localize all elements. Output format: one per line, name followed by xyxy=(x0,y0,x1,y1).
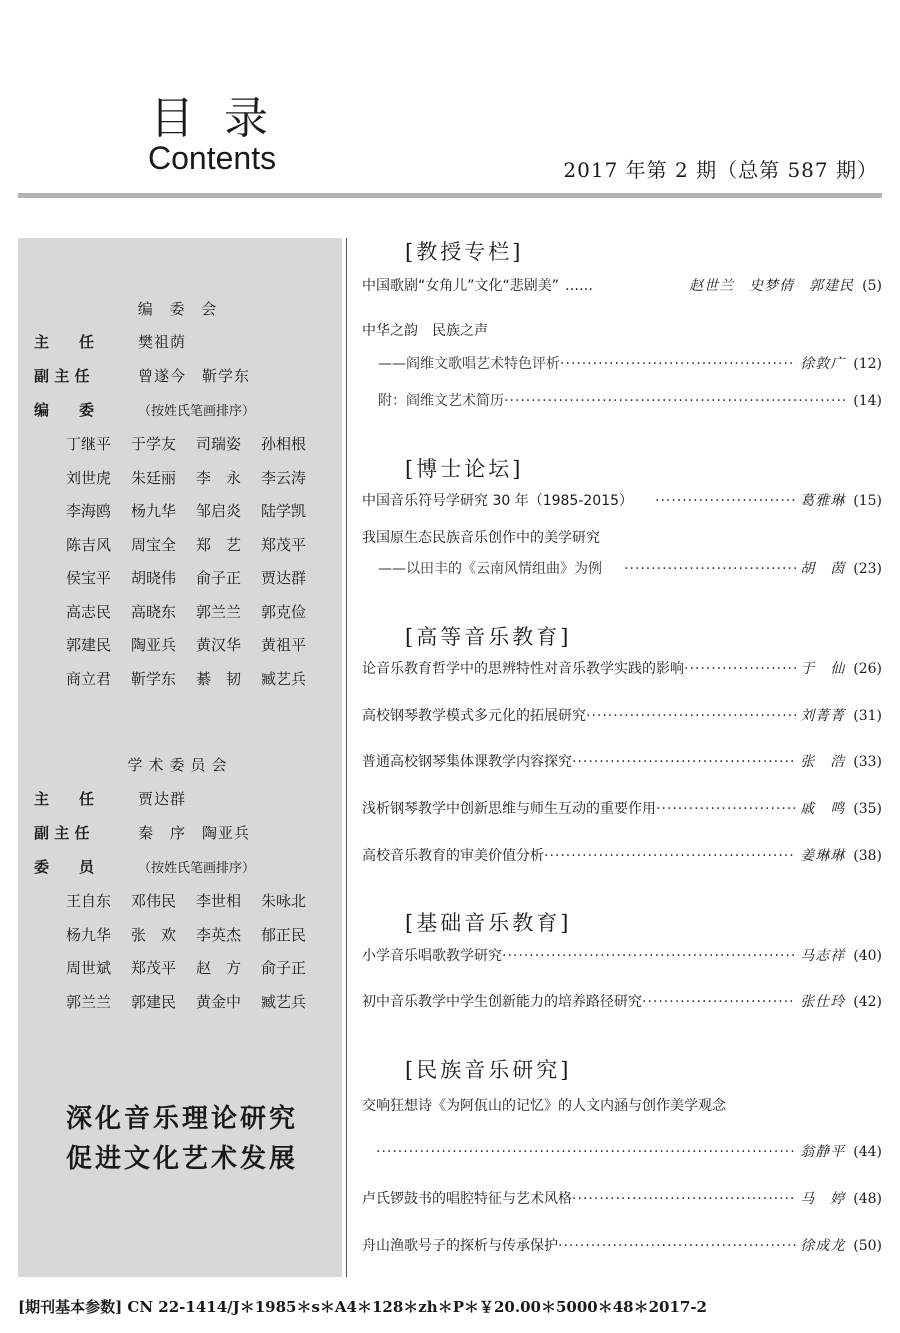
leader-dots xyxy=(572,1191,796,1207)
entry-title: 高校钢琴教学模式多元化的拓展研究 xyxy=(362,708,586,724)
member-name: 李英杰 xyxy=(196,925,242,944)
toc-entry[interactable] xyxy=(362,1235,882,1255)
leader-dots xyxy=(656,801,796,817)
entry-author: 张仕玲 xyxy=(800,994,846,1010)
leader-dots xyxy=(504,393,845,409)
member-name: 商立君 xyxy=(66,669,112,688)
member-name: 郑 艺 xyxy=(196,535,242,554)
member-row xyxy=(66,601,326,635)
member-name: 郭建民 xyxy=(131,992,177,1011)
toc-entry[interactable] xyxy=(362,945,882,965)
toc-entry[interactable] xyxy=(362,1095,882,1115)
member-name: 郑茂平 xyxy=(131,959,177,977)
member-name: 臧艺兵 xyxy=(261,992,307,1011)
entry-author: 姜琳琳 xyxy=(800,848,846,864)
member-name: 高志民 xyxy=(66,602,112,621)
leader-dots xyxy=(560,356,796,372)
eb-director-row xyxy=(34,331,186,352)
entry-title: ——阎维文歌唱艺术特色评析 xyxy=(378,356,560,372)
leader-dots xyxy=(684,661,796,677)
leader-dots xyxy=(376,1144,796,1160)
entry-author: 于 仙 xyxy=(800,661,846,677)
entry-author: 张 浩 xyxy=(800,754,846,770)
entry-title: 论音乐教育哲学中的思辨特性对音乐教学实践的影响 xyxy=(362,661,684,677)
toc-entry[interactable] xyxy=(362,490,882,510)
member-name: 丁继平 xyxy=(66,435,112,453)
section-heading: [基础音乐教育] xyxy=(405,911,572,935)
member-name: 俞子正 xyxy=(261,959,307,977)
member-name: 杨九华 xyxy=(131,502,177,520)
member-name: 邹启炎 xyxy=(196,502,242,520)
member-row xyxy=(66,957,326,991)
member-name: 靳学东 xyxy=(131,669,177,688)
member-name: 赵 方 xyxy=(196,959,242,977)
sidebar-panel xyxy=(18,238,342,1277)
entry-author: 翁静平 xyxy=(800,1144,846,1160)
entry-title: 中国歌剧“女角儿”文化“悲剧美” xyxy=(362,278,560,294)
entry-page: (15) xyxy=(853,493,882,509)
member-name: 郭建民 xyxy=(66,636,112,654)
entry-page: (48) xyxy=(853,1191,882,1207)
entry-page: (26) xyxy=(853,661,882,677)
section-heading: [高等音乐教育] xyxy=(405,625,572,649)
member-name: 杨九华 xyxy=(66,925,112,944)
member-name: 陈吉风 xyxy=(66,535,112,554)
eb-member-grid xyxy=(66,433,326,701)
member-row xyxy=(66,467,326,501)
member-name: 郭克俭 xyxy=(261,602,307,621)
entry-page: (5) xyxy=(862,278,882,294)
member-name: 邓伟民 xyxy=(131,892,177,910)
role-label: 编 委 xyxy=(34,401,95,419)
role-label: 副 主 任 xyxy=(34,367,90,385)
toc-entry[interactable] xyxy=(362,527,882,547)
academic-committee-title: 学术委员会 xyxy=(127,756,233,774)
member-name: 俞子正 xyxy=(196,569,242,587)
member-name: 陶亚兵 xyxy=(131,636,177,654)
leader-dots xyxy=(655,493,796,509)
member-name: 高晓东 xyxy=(131,602,177,621)
member-row xyxy=(66,500,326,534)
member-name: 臧艺兵 xyxy=(261,669,307,688)
leader-dots xyxy=(558,1238,796,1254)
role-label: 主 任 xyxy=(34,790,95,808)
member-name: 黄汉华 xyxy=(196,636,242,654)
member-name: 孙相根 xyxy=(261,435,307,453)
section-heading: [民族音乐研究] xyxy=(405,1058,572,1082)
member-name: 周世斌 xyxy=(66,959,112,977)
entry-author: 戚 鸣 xyxy=(800,801,846,817)
entry-page: (35) xyxy=(853,801,882,817)
member-name: 李海鸥 xyxy=(66,502,112,520)
page-title-en: Contents xyxy=(148,140,277,176)
toc-entry[interactable] xyxy=(362,658,882,678)
member-name: 周宝全 xyxy=(131,535,177,554)
entry-title: 初中音乐教学中学生创新能力的培养路径研究 xyxy=(362,994,642,1010)
entry-author: 徐敦广 xyxy=(800,356,846,372)
entry-page: (14) xyxy=(853,393,882,409)
member-row xyxy=(66,433,326,467)
member-name: 刘世虎 xyxy=(66,468,112,487)
member-row xyxy=(66,991,326,1025)
member-name: 朱咏北 xyxy=(261,892,307,910)
entry-title: 小学音乐唱歌教学研究 xyxy=(362,948,502,964)
section-heading: [博士论坛] xyxy=(405,457,524,481)
entry-author: 刘菁菁 xyxy=(800,708,846,724)
entry-author: 胡 茵 xyxy=(800,561,846,577)
journal-parameters: [期刊基本参数] CN 22-1414/J＊1985＊s＊A4＊128＊zh＊P＊￥20.00＊5000＊48＊2017-2 xyxy=(18,1298,707,1316)
entry-page: (12) xyxy=(853,356,882,372)
member-row xyxy=(66,890,326,924)
member-row xyxy=(66,567,326,601)
toc-entry[interactable] xyxy=(362,798,882,818)
leader-dots xyxy=(642,994,796,1010)
member-name: 郑茂平 xyxy=(261,535,307,554)
toc-entry[interactable] xyxy=(362,705,882,725)
member-row xyxy=(66,634,326,668)
entry-author: 马 婷 xyxy=(800,1191,846,1207)
member-name: 李云涛 xyxy=(261,468,307,487)
issue-info: 2017 年第 2 期（总第 587 期） xyxy=(563,158,878,182)
member-name: 侯宝平 xyxy=(66,569,112,587)
role-label: 副 主 任 xyxy=(34,824,90,842)
toc-entry[interactable] xyxy=(362,845,882,865)
member-name: 郁正民 xyxy=(261,925,307,944)
entry-page: (38) xyxy=(853,848,882,864)
leader-dots xyxy=(586,708,796,724)
entry-title: 普通高校钢琴集体课教学内容探究 xyxy=(362,754,572,770)
leader-dots xyxy=(572,754,796,770)
entry-author: 马志祥 xyxy=(800,948,846,964)
entry-page: (40) xyxy=(853,948,882,964)
member-row xyxy=(66,924,326,958)
member-name: 朱廷丽 xyxy=(131,468,177,487)
slogan-line-2: 促进文化艺术发展 xyxy=(66,1144,299,1174)
toc-entry[interactable] xyxy=(362,320,882,340)
entry-title: 高校音乐教育的审美价值分析 xyxy=(362,848,544,864)
member-name: 黄金中 xyxy=(196,992,242,1011)
entry-title: ——以田丰的《云南风情组曲》为例 xyxy=(378,561,602,577)
entry-page: (50) xyxy=(853,1238,882,1254)
toc-entry[interactable] xyxy=(362,1188,882,1208)
member-name: 于学友 xyxy=(131,435,177,453)
toc-entry-continuation[interactable] xyxy=(362,1141,882,1161)
role-label: 主 任 xyxy=(34,333,95,351)
entry-page: (42) xyxy=(853,994,882,1010)
eb-members-row xyxy=(34,399,255,420)
toc-entry[interactable] xyxy=(362,275,882,295)
role-value: 樊祖荫 xyxy=(138,333,187,351)
entry-title: 交响狂想诗《为阿佤山的记忆》的人文内涵与创作美学观念 xyxy=(362,1098,726,1114)
slogan-line-1: 深化音乐理论研究 xyxy=(66,1104,299,1134)
entry-title: 卢氏锣鼓书的唱腔特征与艺术风格 xyxy=(362,1191,572,1207)
member-name: 李 永 xyxy=(196,468,242,487)
member-name: 胡晓伟 xyxy=(131,569,177,587)
section-heading: [教授专栏] xyxy=(405,240,524,264)
entry-title: 浅析钢琴教学中创新思维与师生互动的重要作用 xyxy=(362,801,656,817)
ac-member-grid xyxy=(66,890,326,1024)
entry-author: 徐成龙 xyxy=(800,1238,846,1254)
role-note: （按姓氏笔画排序） xyxy=(138,861,256,876)
entry-title: 舟山渔歌号子的探析与传承保护 xyxy=(362,1238,558,1254)
role-value: 贾达群 xyxy=(138,790,187,808)
ac-vice-row xyxy=(34,822,250,843)
entry-page: (31) xyxy=(853,708,882,724)
header-rule xyxy=(18,193,882,198)
member-name: 李世相 xyxy=(196,892,242,910)
member-name: 张 欢 xyxy=(131,925,177,944)
column-divider xyxy=(346,238,347,1277)
entry-lead: …… xyxy=(565,278,594,294)
member-name: 司瑞姿 xyxy=(196,435,242,453)
member-name: 陆学凯 xyxy=(261,502,307,520)
member-name: 贾达群 xyxy=(261,569,307,587)
ac-director-row xyxy=(34,788,186,809)
entry-title: 附：阎维文艺术简历 xyxy=(378,393,504,409)
entry-author: 葛雅琳 xyxy=(800,493,846,509)
eb-vice-row xyxy=(34,365,250,386)
entry-page: (23) xyxy=(853,561,882,577)
member-name: 王自东 xyxy=(66,892,112,910)
member-name: 黄祖平 xyxy=(261,636,307,654)
entry-author: 赵世兰 史梦倩 郭建民 xyxy=(689,278,855,294)
entry-title: 我国原生态民族音乐创作中的美学研究 xyxy=(362,530,600,546)
member-name: 郭兰兰 xyxy=(66,992,112,1011)
entry-title: 中国音乐符号学研究 30 年（1985-2015） xyxy=(362,493,634,509)
leader-dots xyxy=(502,948,796,964)
role-value: 曾遂今 靳学东 xyxy=(138,367,251,385)
member-row xyxy=(66,668,326,702)
toc-entry-subtitle[interactable] xyxy=(362,353,882,373)
toc-entry-subtitle[interactable] xyxy=(362,390,882,410)
entry-page: (44) xyxy=(853,1144,882,1160)
toc-entry[interactable] xyxy=(362,751,882,771)
role-label: 委 员 xyxy=(34,858,95,876)
ac-members-row xyxy=(34,856,255,877)
toc-entry[interactable] xyxy=(362,991,882,1011)
member-row xyxy=(66,534,326,568)
role-value: 秦 序 陶亚兵 xyxy=(138,824,251,842)
editorial-board-title: 编 委 会 xyxy=(137,300,223,318)
leader-dots xyxy=(624,561,796,577)
role-note: （按姓氏笔画排序） xyxy=(138,404,256,419)
member-name: 郭兰兰 xyxy=(196,602,242,621)
page-title-cn: 目 录 xyxy=(150,93,276,144)
entry-page: (33) xyxy=(853,754,882,770)
toc-entry-subtitle[interactable] xyxy=(362,558,882,578)
member-name: 綦 韧 xyxy=(196,669,242,688)
entry-title: 中华之韵 民族之声 xyxy=(362,323,488,339)
leader-dots xyxy=(544,848,796,864)
